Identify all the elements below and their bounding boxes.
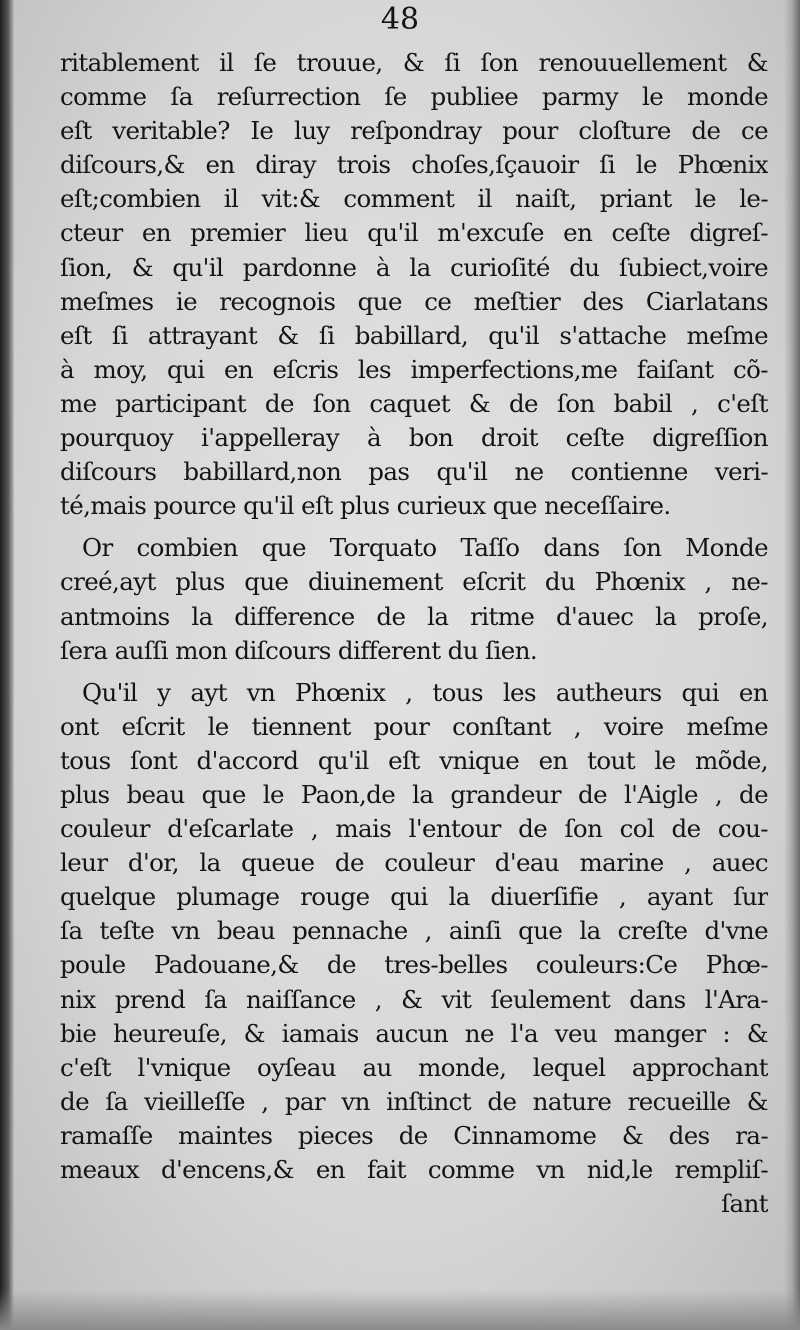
text-line: leur d'or, la queue de couleur d'eau marine , auec: [60, 848, 768, 878]
text-line: bie heureuſe, & iamais aucun ne l'a veu manger : &: [60, 1018, 768, 1048]
text-line: couleur d'eſcarlate , mais l'entour de ſon col de cou-: [60, 814, 768, 844]
paragraph-3: [60, 676, 768, 1187]
text-line: eſt veritable? Ie luy reſpondray pour cloſture de ce: [60, 116, 768, 146]
page-shadow-bottom: [0, 1290, 800, 1330]
text-line: ritablement il ſe trouue, & ſi ſon renouuellement &: [60, 48, 768, 77]
text-line: quelque plumage rouge qui la diuerſifie , ayant ſur: [60, 882, 768, 912]
page-shadow-right: [784, 0, 800, 1330]
text-line: té,mais pource qu'il eſt plus curieux que neceſſaire.: [60, 491, 671, 521]
text-line: ſion, & qu'il pardonne à la curioſité du ſubiect,voire: [60, 252, 768, 282]
text-line: creé,ayt plus que diuinement eſcrit du Phœnix , ne-: [60, 567, 768, 597]
text-line: Qu'il y ayt vn Phœnix , tous les autheurs qui en: [82, 677, 768, 707]
page-number: 48: [380, 2, 420, 37]
text-line: comme ſa reſurrection ſe publiee parmy le monde: [60, 82, 768, 112]
text-line: eſt;combien il vit:& comment il naiſt, priant le le-: [60, 184, 768, 214]
text-line: eſt ſi attrayant & ſi babillard, qu'il s'attache meſme: [60, 320, 768, 350]
paragraph-1: [60, 46, 768, 523]
text-line: ramaſſe maintes pieces de Cinnamome & des ra-: [60, 1120, 768, 1150]
text-line: nix prend ſa naiſſance , & vit ſeulement dans l'Ara-: [60, 984, 768, 1014]
page-shadow-left: [0, 0, 14, 1330]
text-line: ont eſcrit le tiennent pour conſtant , voire meſme: [60, 711, 768, 741]
text-line: diſcours,& en diray trois choſes,ſçauoir ſi le Phœnix: [60, 150, 768, 180]
text-line: me participant de ſon caquet & de ſon babil , c'eſt: [60, 388, 768, 418]
catchword: ſant: [721, 1189, 768, 1219]
paragraph-gap: [60, 668, 768, 676]
text-line: meſmes ie recognois que ce meſtier des Ciarlatans: [60, 286, 768, 316]
paragraph-2: [60, 531, 768, 667]
text-line: cteur en premier lieu qu'il m'excuſe en ceſte digreſ-: [60, 218, 768, 248]
text-line: poule Padouane,& de tres-belles couleurs:Ce Phœ-: [60, 950, 768, 980]
text-line: Or combien que Torquato Taſſo dans ſon Monde: [82, 533, 768, 563]
paragraph-gap: [60, 523, 768, 531]
text-line: plus beau que le Paon,de la grandeur de l'Aigle , de: [60, 779, 768, 809]
text-line: ſa teſte vn beau pennache , ainſi que la creſte d'vne: [60, 916, 768, 946]
text-line: c'eſt l'vnique oyſeau au monde, lequel approchant: [60, 1052, 768, 1082]
text-line: ſera auſſi mon diſcours different du ſien.: [60, 635, 538, 665]
text-line: antmoins la difference de la ritme d'auec la proſe,: [60, 601, 768, 631]
text-line: tous ſont d'accord qu'il eſt vnique en tout le mõde,: [60, 745, 768, 775]
text-line: à moy, qui en eſcris les imperfections,me faiſant cõ-: [60, 354, 768, 384]
text-line: de ſa vieilleſſe , par vn inſtinct de nature recueille &: [60, 1086, 768, 1116]
text-line: meaux d'encens,& en fait comme vn nid,le rempliſ-: [60, 1155, 768, 1184]
text-line: diſcours babillard,non pas qu'il ne contienne veri-: [60, 457, 768, 487]
body-text: [60, 46, 768, 1221]
text-line: pourquoy i'appelleray à bon droit ceſte digreſſion: [60, 423, 768, 453]
